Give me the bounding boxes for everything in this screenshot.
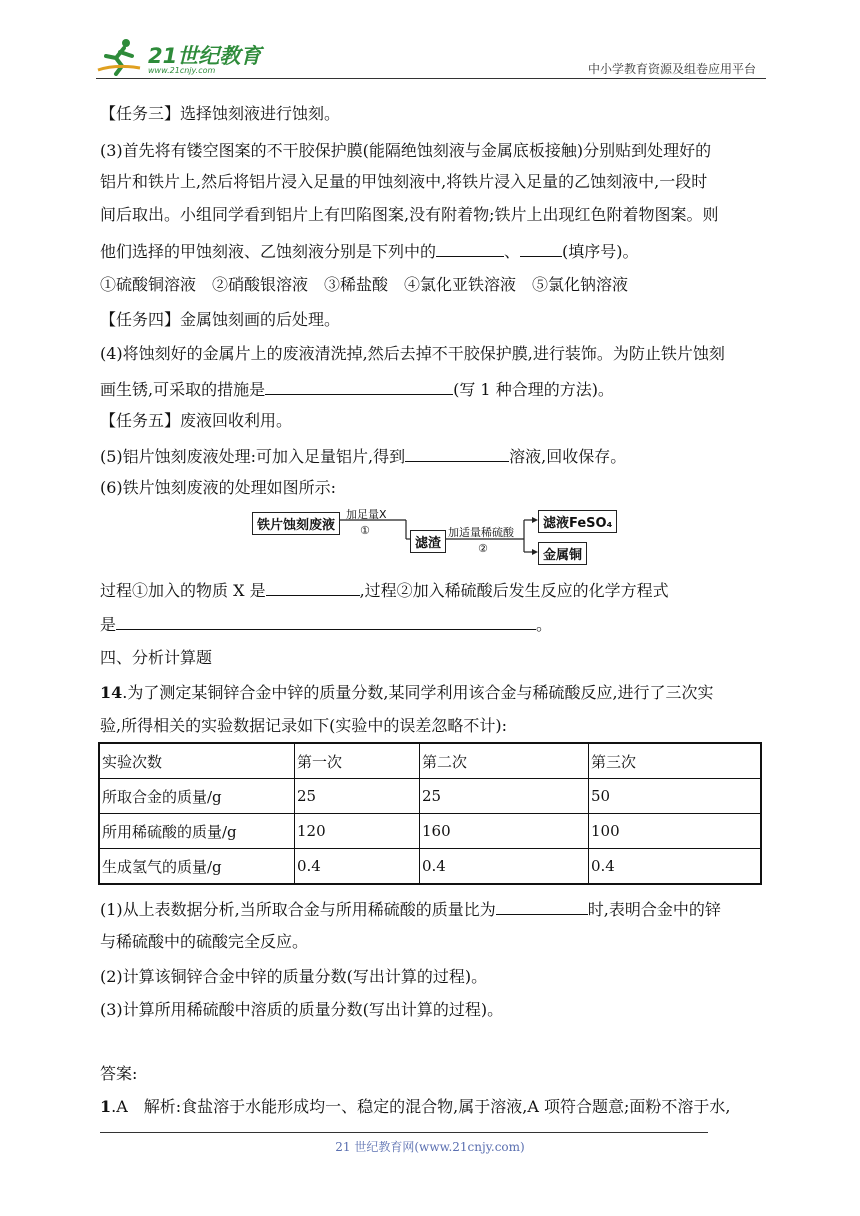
question-14-line-1 [100,683,714,703]
equation-blank[interactable] [116,613,536,630]
question-3-line-3: 间后取出。小组同学看到铝片上有凹陷图案,没有附着物;铁片上出现红色附着物图案。则 [100,205,719,224]
process-question-text: 过程①加入的物质 X 是 [100,581,266,600]
question-14-1-tail: 时,表明合金中的锌 [587,900,721,919]
fill-hint: (填序号)。 [562,242,639,261]
question-14-text: .为了测定某铜锌合金中锌的质量分数,某同学利用该合金与稀硫酸反应,进行了三次实 [122,683,714,702]
table-header-cell: 第三次 [589,743,762,779]
question-3-text: 他们选择的甲蚀刻液、乙蚀刻液分别是下列中的 [100,242,437,261]
equation-prefix: 是 [100,615,117,634]
table-row [99,849,761,885]
question-4-text: 画生锈,可采取的措施是 [100,380,266,399]
footer-divider [100,1132,708,1133]
question-6-line: (6)铁片蚀刻废液的处理如图所示: [100,478,337,497]
process-question-tail: ,过程②加入稀硫酸后发生反应的化学方程式 [359,581,669,600]
table-header-row [99,743,761,779]
question-3-line-1: (3)首先将有镂空图案的不干胶保护膜(能隔绝蚀刻液与金属底板接触)分别贴到处理好的 [100,141,712,160]
logo-url: www.21cnjy.com [148,66,216,75]
filtrate-box: 滤液FeSO₄ [538,510,617,533]
option-list: ①硫酸铜溶液 ②硝酸银溶液 ③稀盐酸 ④氯化亚铁溶液 ⑤氯化钠溶液 [100,275,629,294]
period: 。 [536,615,553,634]
task-four-heading: 【任务四】金属蚀刻画的后处理。 [100,310,341,329]
answer-number: 1 [100,1097,112,1116]
page-header [96,30,766,79]
answer-blank[interactable] [496,898,588,915]
table-header-cell: 第二次 [420,743,589,779]
residue-box: 滤渣 [410,530,446,553]
answer-1-line [100,1097,730,1117]
question-number: 14 [100,683,123,702]
step-2-reagent-label: 加适量稀硫酸 [448,526,514,539]
answers-heading: 答案: [100,1064,138,1083]
question-14-1-line-1 [100,898,721,920]
page-footer: 21 世纪教育网(www.21cnjy.com) [335,1140,525,1154]
answer-blank[interactable] [266,579,360,596]
site-logo [96,36,266,76]
table-cell: 0.4 [295,849,420,885]
logo-text: 21世纪教育 [148,44,262,68]
table-cell: 所用稀硫酸的质量/g [99,814,295,849]
table-cell: 所取合金的质量/g [99,779,295,814]
table-cell: 0.4 [420,849,589,885]
question-3-line-2: 铝片和铁片上,然后将铝片浸入足量的甲蚀刻液中,将铁片浸入足量的乙蚀刻液中,一段时 [100,172,708,191]
table-cell: 100 [589,814,762,849]
answer-blank[interactable] [520,240,562,257]
table-header-cell: 第一次 [295,743,420,779]
step-2-number: ② [478,542,488,555]
question-5-tail: 溶液,回收保存。 [509,447,627,466]
table-cell: 0.4 [589,849,762,885]
table-row [99,814,761,849]
process-question-line-2 [100,613,552,635]
question-3-line-4 [100,240,639,262]
question-14-1-text: (1)从上表数据分析,当所取合金与所用稀硫酸的质量比为 [100,900,496,919]
separator: 、 [504,242,521,261]
answer-1-text: .A 解析:食盐溶于水能形成均一、稳定的混合物,属于溶液,A 项符合题意;面粉不溶于水, [111,1097,731,1116]
process-question-line-1 [100,579,669,601]
table-row [99,779,761,814]
question-5-text: (5)铝片蚀刻废液处理:可加入足量铝片,得到 [100,447,406,466]
waste-liquid-box: 铁片蚀刻废液 [252,512,340,535]
experiment-data-table [98,742,762,885]
section-four-heading: 四、分析计算题 [100,648,213,667]
question-4-line-2 [100,378,614,400]
question-14-3-line: (3)计算所用稀硫酸中溶质的质量分数(写出计算的过程)。 [100,1000,504,1019]
table-cell: 25 [295,779,420,814]
table-cell: 生成氢气的质量/g [99,849,295,885]
question-14-2-line: (2)计算该铜锌合金中锌的质量分数(写出计算的过程)。 [100,967,488,986]
table-cell: 160 [420,814,589,849]
answer-blank[interactable] [436,240,504,257]
question-5-line [100,445,626,467]
question-4-line-1: (4)将蚀刻好的金属片上的废液清洗掉,然后去掉不干胶保护膜,进行装饰。为防止铁片蚀刻 [100,344,725,363]
answer-blank[interactable] [265,378,453,395]
question-14-1-line-2: 与稀硫酸中的硫酸完全反应。 [100,932,309,951]
copper-box: 金属铜 [538,542,587,565]
table-cell: 120 [295,814,420,849]
step-1-reagent-label: 加足量X [346,508,387,521]
question-14-line-2: 验,所得相关的实验数据记录如下(实验中的误差忽略不计): [100,716,507,735]
task-five-heading: 【任务五】废液回收利用。 [100,411,293,430]
step-1-number: ① [360,524,370,537]
table-header-cell: 实验次数 [99,743,295,779]
process-flow-diagram [252,506,612,566]
runner-logo-icon [96,36,144,76]
table-cell: 50 [589,779,762,814]
answer-blank[interactable] [405,445,509,462]
question-4-hint: (写 1 种合理的方法)。 [453,380,614,399]
header-platform-name: 中小学教育资源及组卷应用平台 [587,62,756,76]
table-cell: 25 [420,779,589,814]
task-three-heading: 【任务三】选择蚀刻液进行蚀刻。 [100,104,341,123]
